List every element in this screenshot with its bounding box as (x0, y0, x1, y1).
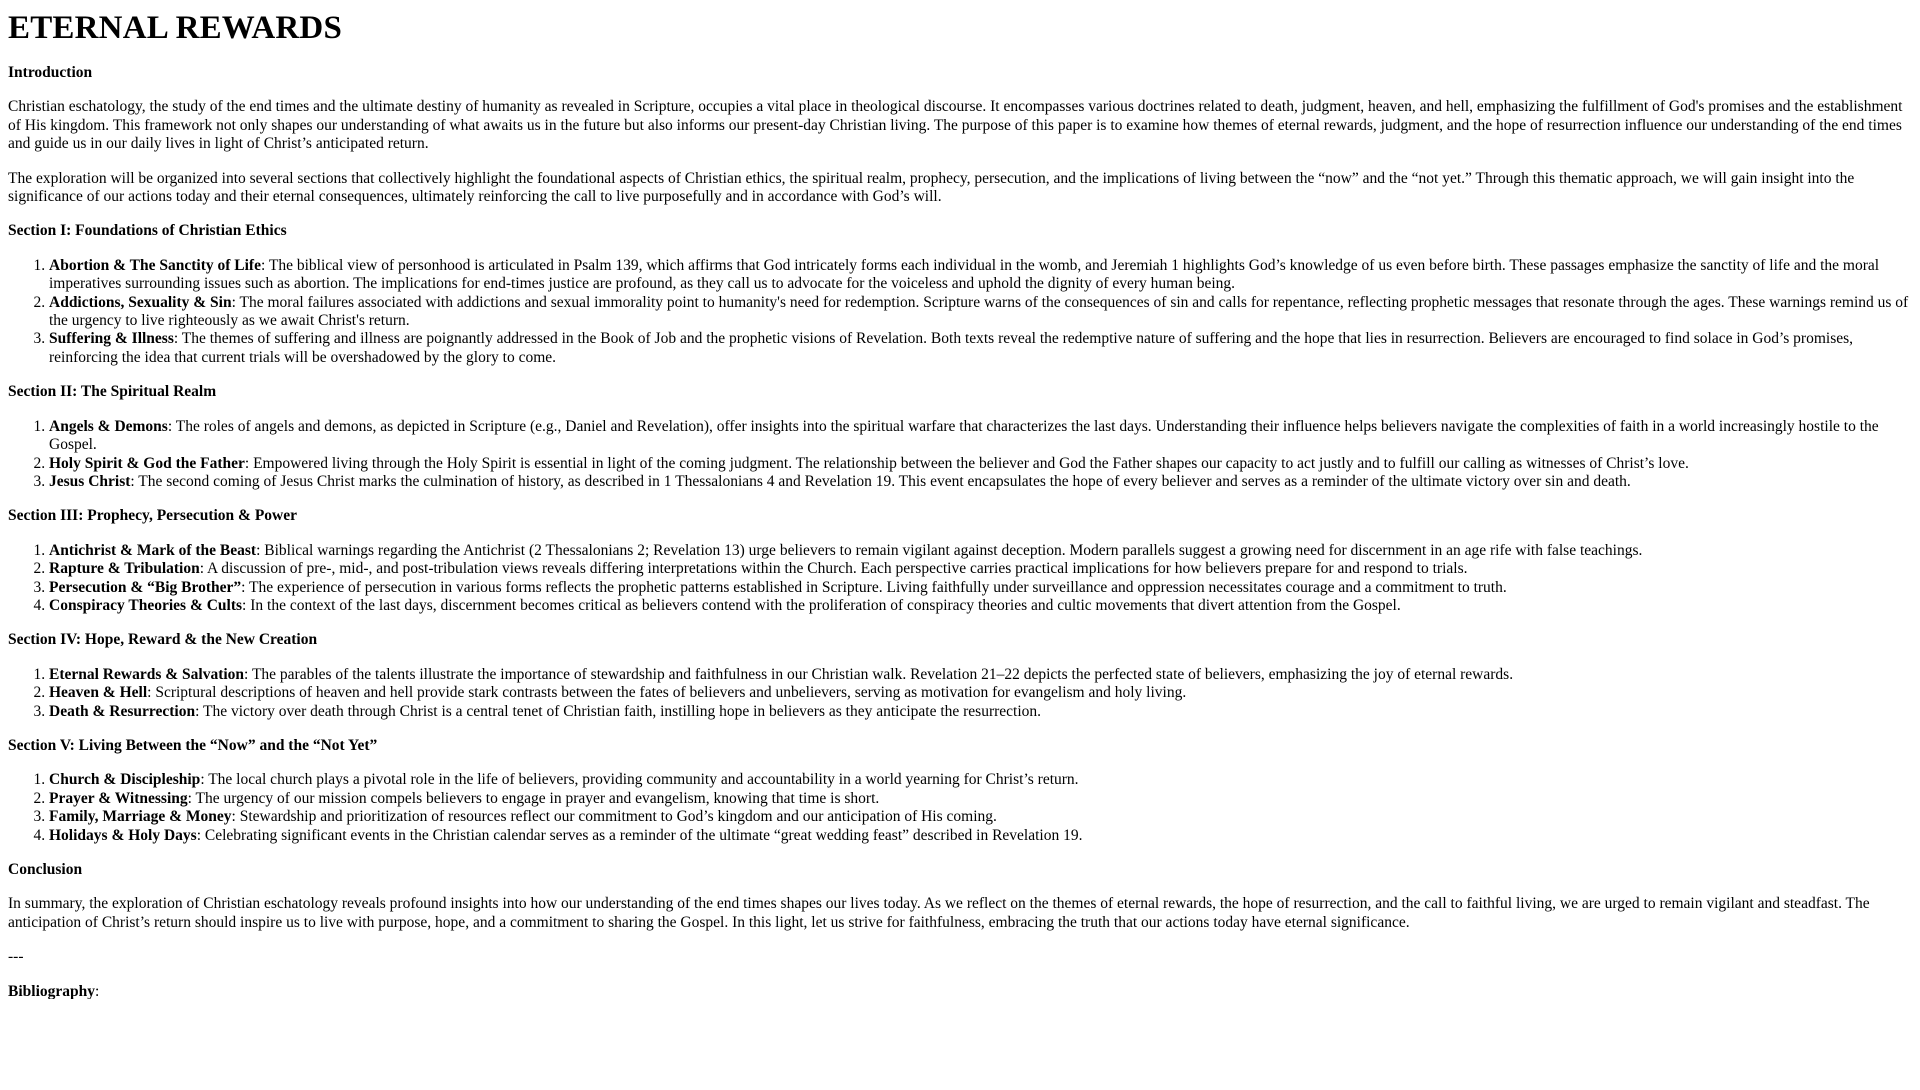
section-3-list (8, 542, 1912, 616)
list-item (49, 294, 1912, 331)
intro-heading: Introduction (8, 64, 93, 81)
bibliography-colon: : (95, 982, 100, 999)
list-item (49, 473, 1912, 491)
list-item (49, 330, 1912, 367)
item-term: Suffering & Illness (49, 330, 174, 348)
conclusion-heading: Conclusion (8, 861, 83, 878)
list-item (49, 703, 1912, 721)
list-item (49, 418, 1912, 455)
item-text: : Biblical warnings regarding the Antichrist (2 Thessalonians 2; Revelation 13) urge believers to remain vigilant against deception. Modern parallels suggest a growing need for discernment in an age rife with false teachings. (256, 541, 1643, 559)
item-text: : The urgency of our mission compels believers to engage in prayer and evangelism, knowing that time is short. (187, 789, 880, 807)
list-item (49, 666, 1912, 684)
item-term: Abortion & The Sanctity of Life (49, 256, 261, 274)
list-item (49, 597, 1912, 615)
item-text: : Empowered living through the Holy Spirit is essential in light of the coming judgment. The relationship between the believer and God the Father shapes our capacity to act justly and to fulfill our calling as witnesses of Christ’s love. (244, 454, 1689, 472)
page-title: ETERNAL REWARDS (8, 10, 342, 46)
item-text: : The roles of angels and demons, as depicted in Scripture (e.g., Daniel and Revelation), offer insights into the spiritual warfare that characterizes the last days. Understanding their influence helps believers navigate the complexities of faith in a world increasingly hostile to the Gospel. (49, 417, 1879, 454)
section-5-list (8, 771, 1912, 845)
item-term: Conspiracy Theories & Cults (49, 596, 243, 614)
list-item (49, 542, 1912, 560)
item-term: Eternal Rewards & Salvation (49, 665, 245, 683)
item-term: Holy Spirit & God the Father (49, 454, 245, 472)
list-item (49, 257, 1912, 294)
item-text: : Celebrating significant events in the Christian calendar serves as a reminder of the ultimate “great wedding feast” described in Revelation 19. (196, 826, 1083, 844)
section-3-heading: Section III: Prophecy, Persecution & Power (8, 507, 297, 525)
item-term: Jesus Christ (49, 472, 131, 490)
list-item (49, 808, 1912, 826)
item-term: Holidays & Holy Days (49, 826, 197, 844)
item-text: : The moral failures associated with addictions and sexual immorality point to humanity's need for redemption. Scripture warns of the consequences of sin and calls for repentance, reflecting prophetic messages that resonate through the ages. These warnings remind us of the urgency to live righteously as we await Christ's return. (49, 293, 1909, 330)
section-1-heading: Section I: Foundations of Christian Ethics (8, 222, 287, 240)
conclusion-paragraph: In summary, the exploration of Christian eschatology reveals profound insights into how our understanding of the end times shapes our lives today. As we reflect on the themes of eternal rewards, the hope of resurrection, and the call to faithful living, we are urged to remain vigilant and steadfast. The anticipation of Christ’s return should inspire us to live with purpose, hope, and a commitment to sharing the Gospel. In this light, let us strive for faithfulness, embracing the truth that our actions today have eternal significance. (8, 895, 1870, 931)
item-text: : A discussion of pre-, mid-, and post-tribulation views reveals differing interpretations within the Church. Each perspective carries practical implications for how believers prepare for and respond to trials. (199, 560, 1468, 578)
item-text: : The second coming of Jesus Christ marks the culmination of history, as described in 1 Thessalonians 4 and Revelation 19. This event encapsulates the hope of every believer and serves as a reminder of the ultimate victory over sin and death. (130, 472, 1631, 490)
item-term: Persecution & “Big Brother” (49, 578, 242, 596)
item-term: Heaven & Hell (49, 684, 148, 702)
list-item (49, 455, 1912, 473)
list-item (49, 790, 1912, 808)
item-term: Angels & Demons (49, 417, 168, 435)
section-4-list (8, 666, 1912, 721)
item-term: Church & Discipleship (49, 771, 201, 789)
intro-paragraph-2: The exploration will be organized into several sections that collectively highlight the foundational aspects of Christian ethics, the spiritual realm, prophecy, persecution, and the implications of living between the “now” and the “not yet.” Through this thematic approach, we will gain insight into the significance of our actions today and their eternal consequences, ultimately reinforcing the call to live purposefully and in accordance with God’s will. (8, 169, 1855, 206)
item-text: : The victory over death through Christ is a central tenet of Christian faith, instilling hope in believers as they anticipate the resurrection. (195, 702, 1042, 720)
item-term: Rapture & Tribulation (49, 560, 200, 578)
list-item (49, 827, 1912, 845)
list-item (49, 771, 1912, 789)
item-term: Antichrist & Mark of the Beast (49, 541, 257, 559)
item-text: : Scriptural descriptions of heaven and hell provide stark contrasts between the fates of believers and unbelievers, serving as motivation for evangelism and holy living. (147, 684, 1187, 702)
item-term: Death & Resurrection (49, 702, 196, 720)
item-text: : The experience of persecution in various forms reflects the prophetic patterns established in Scripture. Living faithfully under surveillance and oppression necessitates courage and a commitment to truth. (241, 578, 1507, 596)
item-text: : Stewardship and prioritization of resources reflect our commitment to God’s kingdom and our anticipation of His coming. (231, 808, 997, 826)
item-text: : In the context of the last days, discernment becomes critical as believers contend with the proliferation of conspiracy theories and cultic movements that divert attention from the Gospel. (242, 596, 1401, 614)
document-body (0, 10, 1920, 999)
item-text: : The parables of the talents illustrate the importance of stewardship and faithfulness in our Christian walk. Revelation 21–22 depicts the perfected state of believers, emphasizing the joy of eternal rewards. (244, 665, 1514, 683)
list-item (49, 560, 1912, 578)
list-item (49, 684, 1912, 702)
intro-paragraph-1: Christian eschatology, the study of the end times and the ultimate destiny of humanity as revealed in Scripture, occupies a vital place in theological discourse. It encompasses various doctrines related to death, judgment, heaven, and hell, emphasizing the fulfillment of God's promises and the establishment of His kingdom. This framework not only shapes our understanding of what awaits us in the future but also informs our present-day Christian living. The purpose of this paper is to examine how themes of eternal rewards, judgment, and the hope of resurrection influence our understanding of the end times and guide us in our daily lives in light of Christ’s anticipated return. (8, 98, 1903, 153)
section-4-heading: Section IV: Hope, Reward & the New Creation (8, 631, 318, 649)
separator: --- (8, 948, 24, 966)
item-text: : The themes of suffering and illness are poignantly addressed in the Book of Job and the prophetic visions of Revelation. Both texts reveal the redemptive nature of suffering and the hope that lies in resurrection. Believers are encouraged to find solace in God’s promises, reinforcing the idea that current trials will be overshadowed by the glory to come. (49, 330, 1854, 366)
item-text: : The biblical view of personhood is articulated in Psalm 139, which affirms that God intricately forms each individual in the womb, and Jeremiah 1 highlights God’s knowledge of us even before birth. These passages emphasize the sanctity of life and the moral imperatives surrounding issues such as abortion. The implications for end-times justice are profound, as they call us to advocate for the voiceless and uphold the dignity of every human being. (49, 256, 1880, 293)
item-term: Prayer & Witnessing (49, 789, 188, 807)
item-text: : The local church plays a pivotal role in the life of believers, providing community and accountability in a world yearning for Christ’s return. (200, 771, 1079, 789)
bibliography-heading (8, 983, 1912, 999)
item-term: Family, Marriage & Money (49, 808, 232, 826)
section-5-heading: Section V: Living Between the “Now” and the “Not Yet” (8, 736, 378, 754)
section-2-list (8, 418, 1912, 492)
list-item (49, 579, 1912, 597)
bibliography-label: Bibliography (8, 982, 95, 999)
section-1-list (8, 257, 1912, 367)
item-term: Addictions, Sexuality & Sin (49, 293, 232, 311)
section-2-heading: Section II: The Spiritual Realm (8, 383, 217, 401)
